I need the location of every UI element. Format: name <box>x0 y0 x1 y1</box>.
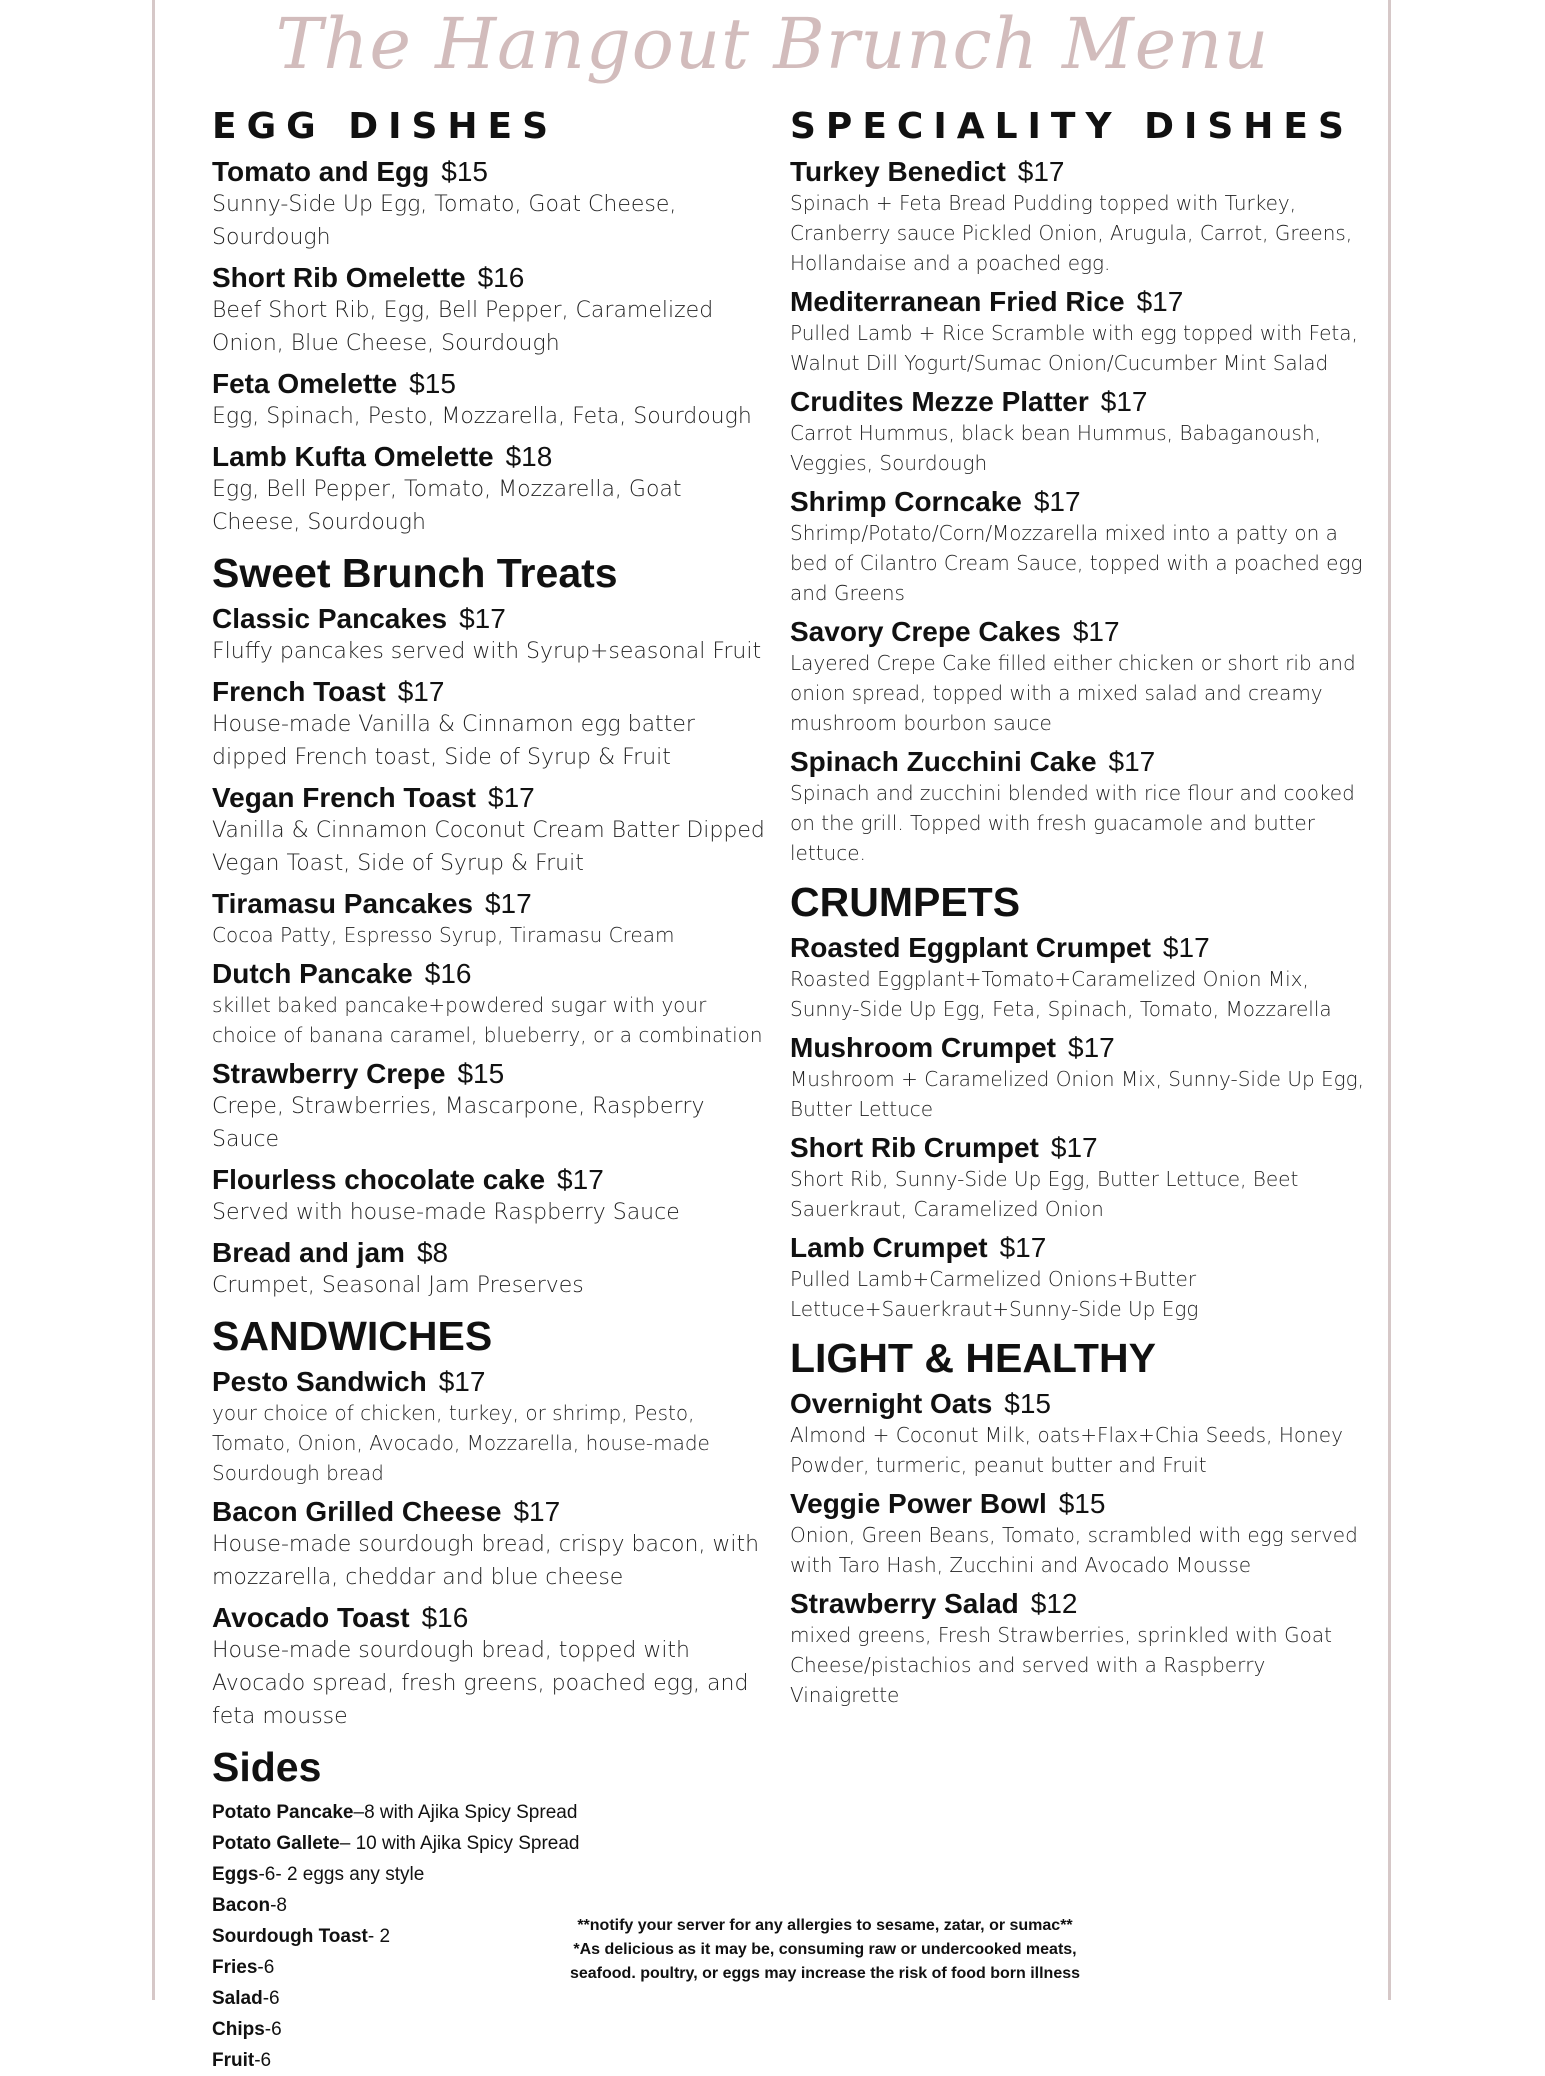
item-description: Layered Crepe Cake filled either chicken or short rib and onion spread, topped with a mixed salad and creamy mushroom bourbon sauce <box>790 651 1356 735</box>
item-price: $8 <box>416 1237 449 1268</box>
item-description: Sunny-Side Up Egg, Tomato, Goat Cheese, Sourdough <box>212 192 677 250</box>
item-description: Mushroom + Caramelized Onion Mix, Sunny-Side Up Egg, Butter Lettuce <box>790 1067 1365 1121</box>
item-name: Roasted Eggplant Crumpet <box>790 932 1151 963</box>
item-name: Bacon Grilled Cheese <box>212 1496 502 1527</box>
menu-item <box>790 486 1370 608</box>
side-detail: -6 <box>264 2019 282 2040</box>
item-price: $17 <box>1068 1032 1115 1063</box>
menu-item <box>790 932 1370 1024</box>
side-detail: - 2 <box>367 1926 391 1947</box>
menu-item <box>790 386 1370 478</box>
item-price: $17 <box>459 603 506 634</box>
item-description: Pulled Lamb + Rice Scramble with egg topped with Feta, Walnut Dill Yogurt/Sumac Onion/Cucumber Mint Salad <box>790 321 1358 375</box>
item-name: Bread and jam <box>212 1237 405 1268</box>
menu-item <box>212 1366 772 1488</box>
item-description: Shrimp/Potato/Corn/Mozzarella mixed into a patty on a bed of Cilantro Cream Sauce, topped with a poached egg and Greens <box>790 521 1363 605</box>
menu-item <box>212 1237 772 1302</box>
side-detail: -6- 2 eggs any style <box>258 1864 425 1885</box>
item-price: $17 <box>1033 486 1081 517</box>
item-description: Egg, Bell Pepper, Tomato, Mozzarella, Goat Cheese, Sourdough <box>212 477 682 535</box>
item-name: Vegan French Toast <box>212 782 476 813</box>
item-price: $15 <box>1058 1488 1106 1519</box>
side-item <box>212 2045 772 2076</box>
item-price: $15 <box>457 1058 505 1089</box>
item-name: Tomato and Egg <box>212 156 430 187</box>
menu-item <box>790 746 1370 868</box>
disclaimer-line: *As delicious as it may be, consuming raw or undercooked meats, <box>573 1941 1077 1958</box>
side-item <box>212 1859 772 1890</box>
side-name: Fries <box>212 1957 258 1978</box>
side-detail: -8 <box>270 1895 287 1916</box>
item-description: Vanilla & Cinnamon Coconut Cream Batter Dipped Vegan Toast, Side of Syrup & Fruit <box>212 818 765 876</box>
item-price: $17 <box>557 1164 604 1195</box>
item-name: Short Rib Crumpet <box>790 1132 1039 1163</box>
left-border <box>152 0 155 2000</box>
item-name: Flourless chocolate cake <box>212 1164 546 1195</box>
item-price: $17 <box>1072 616 1120 647</box>
right-column <box>790 104 1370 1718</box>
section-sandwiches: SANDWICHES <box>212 1313 493 1359</box>
item-price: $17 <box>1108 746 1156 777</box>
item-description: House-made sourdough bread, topped with Avocado spread, fresh greens, poached egg, and feta mousse <box>212 1638 749 1729</box>
item-price: $17 <box>1050 1132 1098 1163</box>
right-border <box>1388 0 1391 2000</box>
side-item <box>212 1797 772 1828</box>
disclaimer-line: seafood. poultry, or eggs may increase the risk of food born illness <box>569 1965 1081 1982</box>
item-name: Strawberry Crepe <box>212 1058 446 1089</box>
item-name: Lamb Crumpet <box>790 1232 988 1263</box>
menu-item <box>212 441 772 539</box>
section-egg-dishes: EGG DISHES <box>212 106 559 147</box>
item-description: Spinach and zucchini blended with rice flour and cooked on the grill. Topped with fresh guacamole and butter lettuce. <box>790 781 1355 865</box>
item-name: Pesto Sandwich <box>212 1366 427 1397</box>
item-price: $17 <box>484 888 532 919</box>
item-price: $17 <box>397 676 445 707</box>
side-name: Eggs <box>212 1864 259 1885</box>
side-detail: – 10 with Ajika Spicy Spread <box>339 1833 580 1854</box>
item-price: $15 <box>1004 1388 1051 1419</box>
section-sides: Sides <box>212 1744 322 1790</box>
side-name: Potato Pancake <box>212 1802 354 1823</box>
item-name: Feta Omelette <box>212 368 398 399</box>
item-description: skillet baked pancake+powdered sugar with your choice of banana caramel, blueberry, or a combination <box>212 993 763 1047</box>
item-name: Mushroom Crumpet <box>790 1032 1056 1063</box>
side-name: Fruit <box>212 2050 255 2071</box>
menu-item <box>790 1232 1370 1324</box>
item-price: $16 <box>477 262 525 293</box>
section-crumpets: CRUMPETS <box>790 879 1021 925</box>
item-price: $17 <box>513 1496 561 1527</box>
item-name: Turkey Benedict <box>790 156 1006 187</box>
item-description: Almond + Coconut Milk, oats+Flax+Chia Seeds, Honey Powder, turmeric, peanut butter and Fruit <box>790 1423 1343 1477</box>
item-price: $17 <box>488 782 535 813</box>
menu-item <box>212 262 772 360</box>
item-description: Served with house-made Raspberry Sauce <box>212 1200 680 1225</box>
side-item <box>212 1983 772 2014</box>
menu-item <box>212 958 772 1050</box>
item-price: $17 <box>999 1232 1047 1263</box>
menu-item <box>212 1058 772 1156</box>
item-description: Crumpet, Seasonal Jam Preserves <box>212 1273 584 1298</box>
side-name: Chips <box>212 2019 265 2040</box>
menu-item <box>790 1032 1370 1124</box>
item-description: Pulled Lamb+Carmelized Onions+Butter Lettuce+Sauerkraut+Sunny-Side Up Egg <box>790 1267 1199 1321</box>
menu-item <box>212 156 772 254</box>
item-name: Shrimp Corncake <box>790 486 1022 517</box>
item-name: Tiramasu Pancakes <box>212 888 473 919</box>
item-price: $17 <box>1136 286 1184 317</box>
item-price: $18 <box>505 441 553 472</box>
item-description: Fluffy pancakes served with Syrup+seasonal Fruit <box>212 639 762 664</box>
item-name: Savory Crepe Cakes <box>790 616 1061 647</box>
item-price: $17 <box>1162 932 1210 963</box>
section-light-healthy: LIGHT & HEALTHY <box>790 1335 1156 1381</box>
side-item <box>212 2014 772 2045</box>
menu-item <box>790 1488 1370 1580</box>
item-name: Classic Pancakes <box>212 603 448 634</box>
menu-title: The Hangout Brunch Menu <box>275 3 1270 85</box>
left-column <box>212 104 772 2076</box>
menu-item <box>212 1602 772 1733</box>
item-name: French Toast <box>212 676 386 707</box>
item-name: Short Rib Omelette <box>212 262 466 293</box>
item-name: Strawberry Salad <box>790 1588 1019 1619</box>
menu-item <box>212 603 772 668</box>
menu-item <box>212 1496 772 1594</box>
item-name: Dutch Pancake <box>212 958 413 989</box>
item-description: Cocoa Patty, Espresso Syrup, Tiramasu Cream <box>212 923 675 947</box>
item-price: $16 <box>421 1602 469 1633</box>
item-name: Overnight Oats <box>790 1388 993 1419</box>
item-description: Crepe, Strawberries, Mascarpone, Raspberry Sauce <box>212 1094 705 1152</box>
item-description: Spinach + Feta Bread Pudding topped with Turkey, Cranberry sauce Pickled Onion, Arugula, Carrot, Greens, Hollandaise and a poached egg. <box>790 191 1353 275</box>
item-name: Mediterranean Fried Rice <box>790 286 1125 317</box>
menu-item <box>790 286 1370 378</box>
side-name: Bacon <box>212 1895 271 1916</box>
item-description: Short Rib, Sunny-Side Up Egg, Butter Lettuce, Beet Sauerkraut, Caramelized Onion <box>790 1167 1299 1221</box>
menu-item <box>212 782 772 880</box>
menu-item <box>212 888 772 950</box>
item-price: $17 <box>1017 156 1065 187</box>
allergy-disclaimer <box>420 1914 1230 1986</box>
item-name: Veggie Power Bowl <box>790 1488 1047 1519</box>
side-detail: -6 <box>254 2050 272 2071</box>
menu-item <box>790 616 1370 738</box>
menu-item <box>790 1588 1370 1710</box>
item-name: Lamb Kufta Omelette <box>212 441 494 472</box>
item-price: $17 <box>438 1366 486 1397</box>
menu-item <box>212 676 772 774</box>
item-description: Egg, Spinach, Pesto, Mozzarella, Feta, Sourdough <box>212 404 752 429</box>
item-name: Avocado Toast <box>212 1602 410 1633</box>
section-speciality-dishes: SPECIALITY DISHES <box>790 106 1354 147</box>
item-description: Roasted Eggplant+Tomato+Caramelized Onion Mix, Sunny-Side Up Egg, Feta, Spinach, Tomato, Mozzarella <box>790 967 1332 1021</box>
item-name: Crudites Mezze Platter <box>790 386 1089 417</box>
side-detail: -6 <box>262 1988 280 2009</box>
menu-item <box>790 156 1370 278</box>
item-price: $15 <box>441 156 488 187</box>
item-price: $15 <box>409 368 456 399</box>
item-name: Spinach Zucchini Cake <box>790 746 1097 777</box>
item-description: House-made sourdough bread, crispy bacon, with mozzarella, cheddar and blue cheese <box>212 1532 760 1590</box>
menu-item <box>790 1388 1370 1480</box>
item-description: House-made Vanilla & Cinnamon egg batter dipped French toast, Side of Syrup & Fruit <box>212 712 695 770</box>
side-detail: –8 with Ajika Spicy Spread <box>353 1802 578 1823</box>
item-price: $17 <box>1100 386 1148 417</box>
item-description: mixed greens, Fresh Strawberries, sprinkled with Goat Cheese/pistachios and served with a Raspberry Vinaigrette <box>790 1623 1332 1707</box>
item-description: your choice of chicken, turkey, or shrimp, Pesto, Tomato, Onion, Avocado, Mozzarella, house-made Sourdough bread <box>212 1401 710 1485</box>
disclaimer-line: **notify your server for any allergies to sesame, zatar, or sumac** <box>577 1917 1073 1934</box>
item-price: $16 <box>424 958 472 989</box>
section-sweet-brunch-treats: Sweet Brunch Treats <box>212 550 618 596</box>
menu-item <box>212 1164 772 1229</box>
item-price: $12 <box>1030 1588 1078 1619</box>
side-name: Potato Gallete <box>212 1833 340 1854</box>
side-item <box>212 1828 772 1859</box>
menu-item <box>790 1132 1370 1224</box>
item-description: Carrot Hummus, black bean Hummus, Babaganoush, Veggies, Sourdough <box>790 421 1321 475</box>
side-name: Salad <box>212 1988 263 2009</box>
side-name: Sourdough Toast <box>212 1926 368 1947</box>
item-description: Beef Short Rib, Egg, Bell Pepper, Caramelized Onion, Blue Cheese, Sourdough <box>212 298 714 356</box>
side-detail: -6 <box>257 1957 275 1978</box>
item-description: Onion, Green Beans, Tomato, scrambled with egg served with Taro Hash, Zucchini and Avocado Mousse <box>790 1523 1358 1577</box>
menu-item <box>212 368 772 433</box>
